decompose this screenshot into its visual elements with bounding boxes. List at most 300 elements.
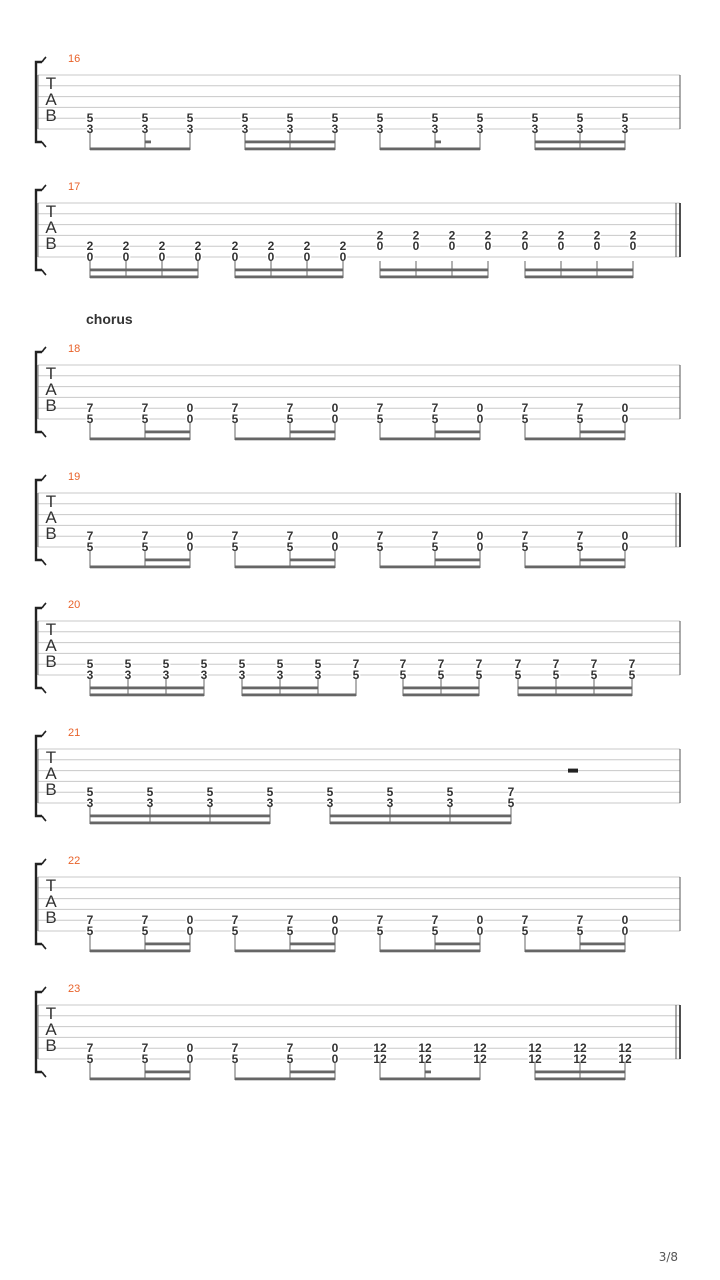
tab-clef-letter: B [45,396,57,415]
fret-number: 0 [186,1041,194,1056]
secondary-beam-stub [145,141,151,144]
fret-number: 0 [448,239,456,254]
fret-number: 0 [186,401,194,416]
fret-number: 7 [437,657,445,672]
fret-number: 3 [86,122,94,136]
bracket-hook [42,347,46,352]
fret-number: 5 [326,785,334,800]
fret-number: 3 [276,668,284,682]
beat-group [522,401,629,440]
fret-number: 3 [86,796,94,810]
section-label: chorus [86,311,133,327]
fret-number: 12 [418,1052,432,1066]
beat-group [232,913,339,952]
tab-system [36,53,680,150]
fret-number: 7 [514,657,522,672]
secondary-beam [290,559,335,562]
fret-number: 7 [141,401,149,416]
system-bracket [36,992,42,1072]
fret-number: 2 [303,239,311,254]
fret-number: 3 [286,122,294,136]
fret-number: 0 [186,412,194,426]
fret-number: 3 [386,796,394,810]
fret-number: 0 [476,412,484,426]
fret-number: 7 [352,657,360,672]
secondary-beam [245,141,335,144]
tab-system [36,311,680,440]
fret-number: 5 [86,924,94,938]
beat-group [232,529,339,568]
primary-beam [90,822,270,825]
fret-number: 5 [286,412,294,426]
tab-clef-letter: T [45,620,57,639]
fret-number: 0 [267,250,275,264]
primary-beam [380,148,480,151]
secondary-beam [518,687,632,690]
secondary-beam-stub [425,1071,431,1074]
fret-number: 3 [326,796,334,810]
bracket-hook [42,859,46,864]
fret-number: 7 [376,401,384,416]
fret-number: 5 [475,668,483,682]
fret-number: 5 [286,1052,294,1066]
primary-beam [90,438,190,441]
primary-beam [235,276,343,279]
primary-beam [380,566,480,569]
fret-number: 5 [206,785,214,800]
beat-group [400,657,483,696]
fret-number: 0 [186,1052,194,1066]
primary-beam [90,694,204,697]
fret-number: 5 [576,540,584,554]
fret-number: 2 [448,228,456,243]
fret-number: 5 [331,111,339,126]
fret-number: 0 [331,401,339,416]
bracket-hook [42,475,46,480]
tab-clef-letter: T [45,1004,57,1023]
bracket-hook [42,731,46,736]
fret-number: 5 [86,657,94,672]
fret-number: 5 [276,657,284,672]
fret-number: 5 [576,111,584,126]
beat-group [87,785,274,824]
fret-number: 2 [593,228,601,243]
secondary-beam [580,431,625,434]
fret-number: 0 [476,924,484,938]
fret-number: 3 [146,796,154,810]
secondary-beam [290,431,335,434]
beat-group [242,111,339,150]
fret-number: 5 [507,796,515,810]
fret-number: 5 [476,111,484,126]
measure-number: 21 [68,727,81,739]
tab-clef-letter: B [45,1036,57,1055]
primary-beam [330,822,511,825]
fret-number: 0 [331,529,339,544]
system-bracket [36,736,42,816]
fret-number: 3 [266,796,274,810]
fret-number: 5 [200,657,208,672]
fret-number: 5 [231,540,239,554]
fret-number: 5 [446,785,454,800]
fret-number: 0 [621,924,629,938]
fret-number: 2 [376,228,384,243]
fret-number: 7 [86,1041,94,1056]
secondary-beam [242,687,318,690]
fret-number: 5 [521,412,529,426]
secondary-beam [145,943,190,946]
fret-number: 5 [241,111,249,126]
fret-number: 0 [122,250,130,264]
fret-number: 12 [573,1052,587,1066]
secondary-beam [290,943,335,946]
primary-beam [535,148,625,151]
fret-number: 3 [238,668,246,682]
fret-number: 5 [386,785,394,800]
secondary-beam [380,269,488,272]
fret-number: 7 [86,529,94,544]
fret-number: 3 [200,668,208,682]
tab-clef-letter: A [45,90,57,109]
fret-number: 5 [86,111,94,126]
secondary-beam [580,559,625,562]
tab-system [36,727,680,824]
fret-number: 0 [593,239,601,254]
fret-number: 5 [124,657,132,672]
fret-number: 2 [267,239,275,254]
fret-number: 12 [373,1052,387,1066]
bracket-hook [42,816,46,821]
beat-group [373,1041,487,1080]
system-bracket [36,864,42,944]
fret-number: 7 [521,913,529,928]
system-bracket [36,190,42,270]
tab-clef-letter: T [45,202,57,221]
fret-number: 3 [186,122,194,136]
fret-number: 5 [286,540,294,554]
fret-number: 2 [231,239,239,254]
secondary-beam [435,943,480,946]
fret-number: 7 [507,785,515,800]
secondary-beam [435,431,480,434]
secondary-beam [90,815,270,818]
fret-number: 12 [618,1041,632,1056]
tab-clef-letter: B [45,234,57,253]
primary-beam [518,694,632,697]
fret-number: 0 [186,540,194,554]
fret-number: 3 [206,796,214,810]
fret-number: 7 [86,401,94,416]
tab-clef-letter: A [45,764,57,783]
fret-number: 0 [158,250,166,264]
primary-beam [380,950,480,953]
fret-number: 7 [399,657,407,672]
secondary-beam [90,269,198,272]
tab-clef-letter: A [45,218,57,237]
fret-number: 5 [437,668,445,682]
fret-number: 0 [557,239,565,254]
fret-number: 7 [376,913,384,928]
bracket-hook [42,185,46,190]
fret-number: 7 [141,1041,149,1056]
measure-number: 18 [68,343,81,355]
fret-number: 5 [590,668,598,682]
bracket-hook [42,603,46,608]
tab-clef-letter: B [45,524,57,543]
primary-beam [90,1078,190,1081]
fret-number: 0 [331,1041,339,1056]
beat-group [522,529,629,568]
beat-group [87,401,194,440]
fret-number: 5 [162,657,170,672]
tab-system [36,471,680,568]
primary-beam [235,1078,335,1081]
fret-number: 12 [418,1041,432,1056]
fret-number: 7 [576,529,584,544]
fret-number: 0 [186,529,194,544]
fret-number: 7 [431,913,439,928]
fret-number: 0 [621,529,629,544]
fret-number: 7 [628,657,636,672]
fret-number: 5 [431,111,439,126]
fret-number: 3 [621,122,629,136]
secondary-beam [403,687,479,690]
fret-number: 0 [339,250,347,264]
fret-number: 0 [331,1052,339,1066]
fret-number: 0 [621,913,629,928]
primary-beam [525,566,625,569]
fret-number: 3 [431,122,439,136]
fret-number: 0 [621,401,629,416]
fret-number: 5 [399,668,407,682]
fret-number: 5 [431,924,439,938]
tab-system [36,181,680,278]
fret-number: 5 [576,924,584,938]
fret-number: 2 [86,239,94,254]
tab-clef-letter: A [45,636,57,655]
fret-number: 7 [141,529,149,544]
bracket-hook [42,987,46,992]
tab-clef-letter: T [45,748,57,767]
fret-number: 2 [412,228,420,243]
fret-number: 2 [629,228,637,243]
tab-clef-letter: T [45,492,57,511]
beat-group [87,239,202,278]
beat-group [522,913,629,952]
fret-number: 7 [576,401,584,416]
fret-number: 0 [484,239,492,254]
fret-number: 3 [314,668,322,682]
fret-number: 0 [186,924,194,938]
tab-clef-letter: A [45,508,57,527]
fret-number: 0 [331,913,339,928]
beat-group [87,1041,194,1080]
primary-beam [380,1078,480,1081]
fret-number: 5 [352,668,360,682]
beat-group [377,111,484,150]
beat-group [232,1041,339,1080]
fret-number: 12 [528,1041,542,1056]
primary-beam [525,950,625,953]
primary-beam [90,148,190,151]
beat-group [528,1041,632,1080]
secondary-beam-stub [435,141,441,144]
primary-beam [245,148,335,151]
secondary-beam [290,1071,335,1074]
fret-number: 3 [162,668,170,682]
page-number: 3/8 [658,1250,678,1264]
fret-number: 5 [376,111,384,126]
fret-number: 2 [484,228,492,243]
fret-number: 5 [431,412,439,426]
primary-beam [235,950,335,953]
fret-number: 0 [86,250,94,264]
fret-number: 2 [521,228,529,243]
fret-number: 5 [86,1052,94,1066]
secondary-beam [535,1071,625,1074]
fret-number: 3 [531,122,539,136]
fret-number: 7 [521,401,529,416]
tab-clef-letter: T [45,364,57,383]
primary-beam [380,276,488,279]
fret-number: 5 [286,111,294,126]
fret-number: 5 [141,412,149,426]
fret-number: 0 [412,239,420,254]
secondary-beam [330,815,511,818]
primary-beam [525,438,625,441]
fret-number: 7 [286,529,294,544]
beat-group [87,913,194,952]
bracket-hook [42,57,46,62]
tab-clef-letter: T [45,876,57,895]
fret-number: 5 [266,785,274,800]
tab-system [36,983,680,1080]
measure-number: 20 [68,599,81,611]
beat-group [87,529,194,568]
fret-number: 0 [331,412,339,426]
fret-number: 5 [521,540,529,554]
bracket-hook [42,432,46,437]
fret-number: 0 [476,401,484,416]
primary-beam [242,694,356,697]
fret-number: 3 [476,122,484,136]
fret-number: 0 [621,540,629,554]
system-bracket [36,62,42,142]
fret-number: 3 [86,668,94,682]
tab-clef-letter: B [45,652,57,671]
secondary-beam [90,687,204,690]
fret-number: 12 [473,1052,487,1066]
beat-group [377,913,484,952]
secondary-beam [535,141,625,144]
tab-clef-letter: A [45,380,57,399]
fret-number: 5 [141,111,149,126]
system-bracket [36,352,42,432]
measure-number: 19 [68,471,81,483]
fret-number: 5 [141,1052,149,1066]
fret-number: 3 [576,122,584,136]
fret-number: 7 [286,1041,294,1056]
fret-number: 2 [339,239,347,254]
tab-clef-letter: B [45,908,57,927]
bracket-hook [42,270,46,275]
fret-number: 5 [552,668,560,682]
primary-beam [235,566,335,569]
fret-number: 5 [86,540,94,554]
secondary-beam [145,1071,190,1074]
fret-number: 12 [473,1041,487,1056]
tab-system [36,855,680,952]
fret-number: 7 [552,657,560,672]
fret-number: 0 [186,913,194,928]
fret-number: 0 [231,250,239,264]
beat-group [232,239,347,278]
primary-beam [90,950,190,953]
fret-number: 5 [231,924,239,938]
measure-number: 17 [68,181,81,193]
primary-beam [90,276,198,279]
fret-number: 0 [476,529,484,544]
fret-number: 12 [618,1052,632,1066]
fret-number: 5 [514,668,522,682]
fret-number: 7 [431,529,439,544]
fret-number: 0 [476,913,484,928]
fret-number: 3 [124,668,132,682]
fret-number: 7 [231,913,239,928]
fret-number: 0 [376,239,384,254]
fret-number: 2 [557,228,565,243]
fret-number: 5 [531,111,539,126]
fret-number: 0 [303,250,311,264]
fret-number: 12 [528,1052,542,1066]
primary-beam [380,438,480,441]
fret-number: 5 [86,785,94,800]
beat-group [87,657,208,696]
beat-group [327,785,515,824]
bracket-hook [42,688,46,693]
tab-clef-letter: B [45,106,57,125]
tab-clef-letter: B [45,780,57,799]
fret-number: 7 [475,657,483,672]
fret-number: 5 [141,924,149,938]
beat-group [87,111,194,150]
fret-number: 12 [373,1041,387,1056]
primary-beam [90,566,190,569]
fret-number: 5 [376,412,384,426]
fret-number: 7 [521,529,529,544]
secondary-beam [580,943,625,946]
fret-number: 7 [231,401,239,416]
fret-number: 5 [628,668,636,682]
fret-number: 5 [431,540,439,554]
secondary-beam [525,269,633,272]
fret-number: 3 [331,122,339,136]
half-rest [568,769,578,773]
fret-number: 7 [231,1041,239,1056]
fret-number: 0 [621,412,629,426]
fret-number: 3 [446,796,454,810]
tab-clef-letter: A [45,1020,57,1039]
primary-beam [235,438,335,441]
fret-number: 2 [194,239,202,254]
fret-number: 7 [86,913,94,928]
fret-number: 7 [286,913,294,928]
fret-number: 5 [231,412,239,426]
fret-number: 0 [331,924,339,938]
secondary-beam [435,559,480,562]
measure-number: 22 [68,855,81,867]
primary-beam [535,1078,625,1081]
